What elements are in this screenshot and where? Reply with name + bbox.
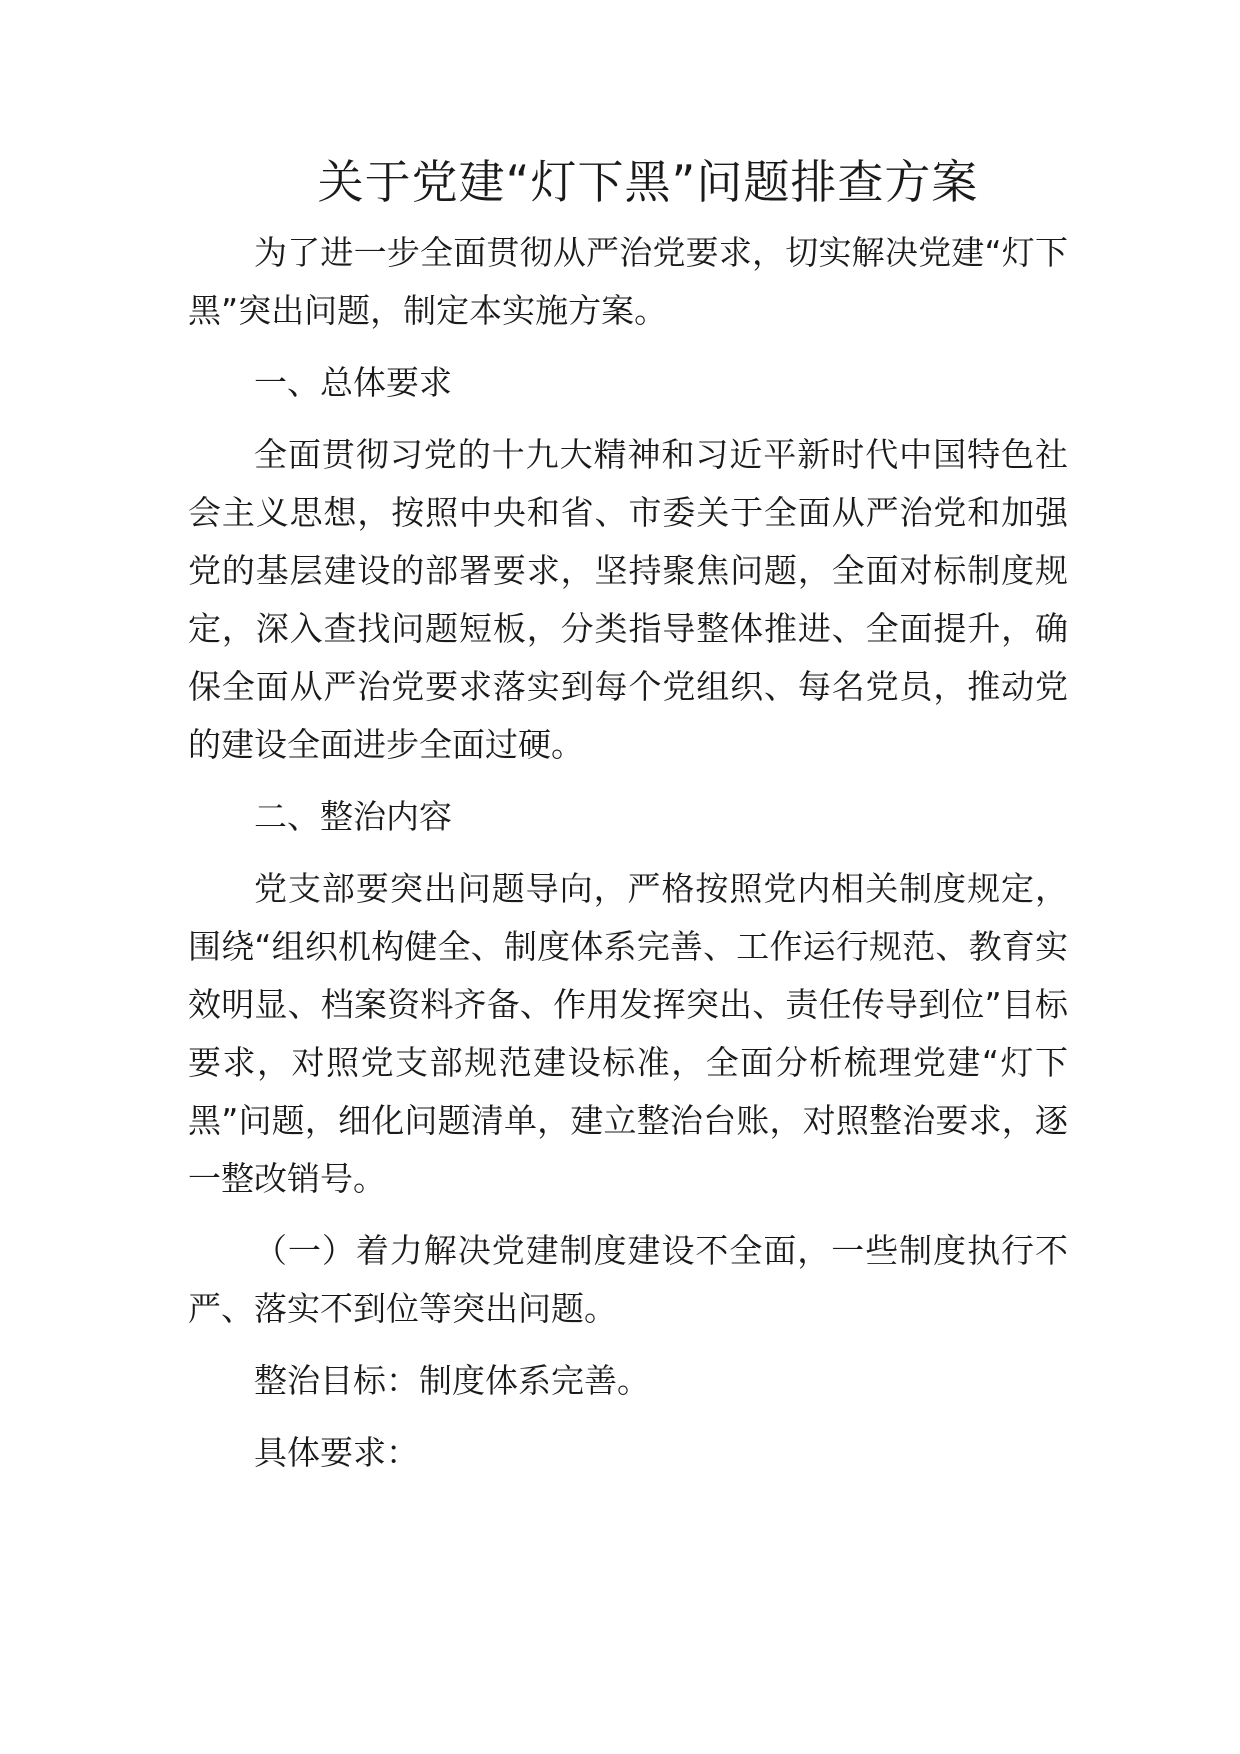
section-heading-general-requirements: 一、总体要求 <box>254 363 452 402</box>
item-one-requirements-label: 具体要求： <box>254 1433 419 1472</box>
item-one-paragraph: （一）着力解决党建制度建设不全面，一些制度执行不严、落实不到位等突出问题。 <box>188 1231 1068 1328</box>
section-body-general-requirements: 全面贯彻习党的十九大精神和习近平新时代中国特色社会主义思想，按照中央和省、市委关于全面从严治党和加强党的基层建设的部署要求，坚持聚焦问题，全面对标制度规定，深入查找问题短板，分类指导整体推进、全面提升，确保全面从严治党要求落实到每个党组织、每名党员，推动党的建设全面进步全面过硬。 <box>188 435 1068 764</box>
item-one-goal: 整治目标：制度体系完善。 <box>254 1361 650 1400</box>
section-heading-rectification-content: 二、整治内容 <box>254 797 452 836</box>
document-body <box>188 150 1068 1496</box>
section-body-rectification-content: 党支部要突出问题导向，严格按照党内相关制度规定，围绕“组织机构健全、制度体系完善、工作运行规范、教育实效明显、档案资料齐备、作用发挥突出、责任传导到位”目标要求，对照党支部规范建设标准，全面分析梳理党建“灯下黑”问题，细化问题清单，建立整治台账，对照整治要求，逐一整改销号。 <box>188 869 1068 1198</box>
intro-paragraph: 为了进一步全面贯彻从严治党要求，切实解决党建“灯下黑”突出问题，制定本实施方案。 <box>188 233 1068 330</box>
document-title: 关于党建“灯下黑”问题排查方案 <box>317 155 979 209</box>
